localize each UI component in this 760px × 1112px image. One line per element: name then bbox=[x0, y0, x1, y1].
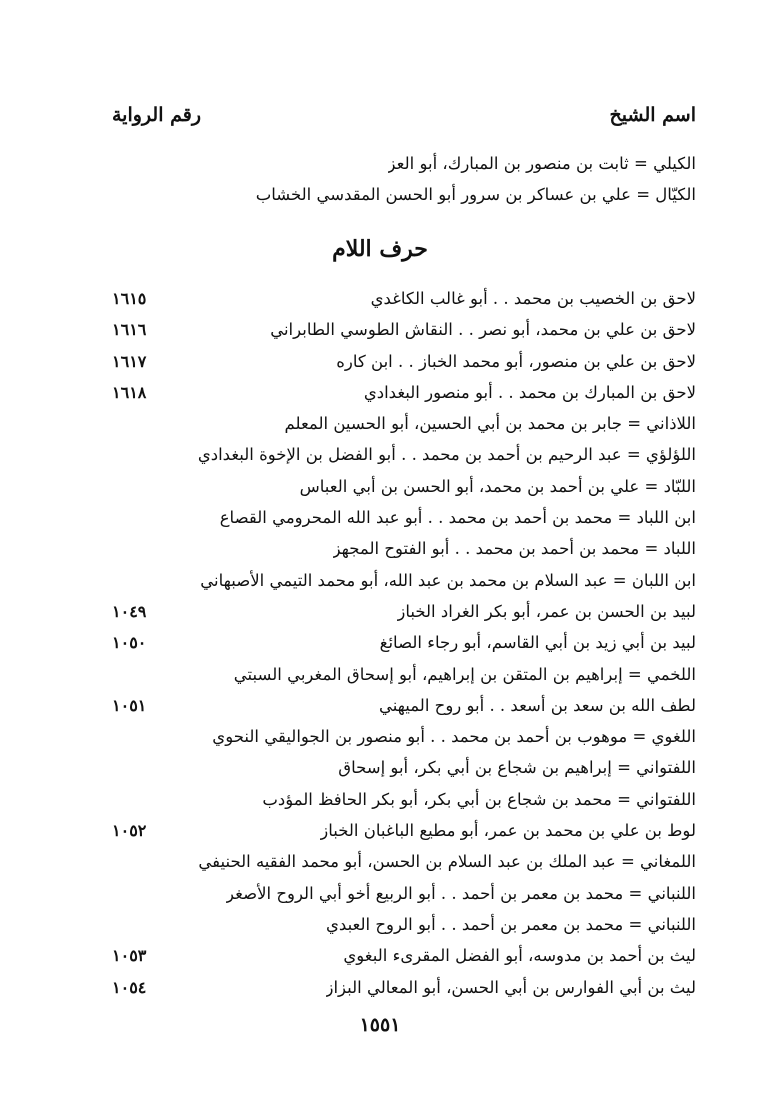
narration-number-column-label: رقم الرواية bbox=[112, 104, 201, 126]
list-item bbox=[112, 283, 696, 314]
list-item bbox=[112, 878, 696, 909]
entry-number: ١٠٤٩ bbox=[112, 601, 147, 621]
list-item bbox=[112, 659, 696, 690]
list-item bbox=[112, 909, 696, 940]
entry-name: ابن اللباد = محمد بن أحمد بن محمد . . أبو عبد الله المحرومي القصاع bbox=[219, 508, 696, 528]
entry-name: اللغوي = موهوب بن أحمد بن محمد . . أبو منصور بن الجواليقي النحوي bbox=[212, 727, 696, 747]
entry-name: لبيد بن أبي زيد بن أبي القاسم، أبو رجاء الصائغ bbox=[379, 633, 696, 653]
entry-number: ١٠٥٢ bbox=[112, 821, 147, 841]
entry-name: اللؤلؤي = عبد الرحيم بن أحمد بن محمد . . أبو الفضل بن الإخوة البغدادي bbox=[197, 445, 696, 465]
list-item bbox=[112, 314, 696, 345]
entry-name: اللباد = محمد بن أحمد بن محمد . . أبو الفتوح المجهز bbox=[332, 539, 696, 559]
entry-list bbox=[112, 283, 696, 1003]
entry-name: لوط بن علي بن محمد بن عمر، أبو مطيع الباغبان الخباز bbox=[320, 821, 696, 841]
entry-name: اللفتواني = محمد بن شجاع بن أبي بكر، أبو بكر الحافظ المؤدب bbox=[262, 789, 696, 809]
entry-name: اللبّاد = علي بن أحمد بن محمد، أبو الحسن بن أبي العباس bbox=[299, 476, 696, 496]
entry-number: ١٦١٨ bbox=[112, 382, 147, 402]
entry-name: اللنباني = محمد بن معمر بن أحمد . . أبو الربيع أخو أبي الروح الأصغر bbox=[226, 883, 696, 903]
entry-name: اللفتواني = إبراهيم بن شجاع بن أبي بكر، أبو إسحاق bbox=[338, 758, 696, 778]
list-item bbox=[112, 179, 696, 210]
entry-number: ١٠٥١ bbox=[112, 695, 147, 715]
list-item bbox=[112, 471, 696, 502]
page-number: ١٥٥١ bbox=[359, 1014, 401, 1036]
list-item bbox=[112, 565, 696, 596]
entry-number: ١٦١٥ bbox=[112, 289, 147, 308]
list-item bbox=[112, 502, 696, 533]
list-item bbox=[112, 439, 696, 470]
entry-name: الكيّال = علي بن عساكر بن سرور أبو الحسن المقدسي الخشاب bbox=[255, 185, 696, 205]
list-item bbox=[112, 752, 696, 783]
entry-name: ليث بن أبي الفوارس بن أبي الحسن، أبو المعالي البزاز bbox=[325, 977, 696, 997]
entry-number: ١٠٥٤ bbox=[112, 977, 147, 997]
list-item bbox=[112, 815, 696, 846]
column-header bbox=[112, 100, 696, 130]
entry-number: ١٠٥٣ bbox=[112, 946, 147, 966]
list-item bbox=[112, 596, 696, 627]
entry-name: لاحق بن علي بن محمد، أبو نصر . . النقاش الطوسي الطابراني bbox=[270, 320, 696, 340]
preceding-entries bbox=[112, 148, 696, 211]
entry-name: لطف الله بن سعد بن أسعد . . أبو روح الميهني bbox=[378, 695, 696, 715]
entry-name: الكيلي = ثابت بن منصور بن المبارك، أبو العز bbox=[387, 154, 696, 173]
list-item bbox=[112, 533, 696, 564]
entry-number: ١٠٥٠ bbox=[112, 633, 147, 653]
entry-name: اللاذاني = جابر بن محمد بن أبي الحسين، أبو الحسين المعلم bbox=[284, 414, 696, 434]
sheikh-name-column-label: اسم الشيخ bbox=[609, 104, 696, 126]
list-item bbox=[112, 690, 696, 721]
list-item bbox=[112, 408, 696, 439]
entry-number: ١٦١٦ bbox=[112, 320, 147, 340]
list-item bbox=[112, 940, 696, 971]
list-item bbox=[112, 627, 696, 658]
list-item bbox=[112, 972, 696, 1003]
entry-name: اللنباني = محمد بن معمر بن أحمد . . أبو الروح العبدي bbox=[326, 914, 696, 934]
list-item bbox=[112, 148, 696, 179]
list-item bbox=[112, 846, 696, 877]
entry-number: ١٦١٧ bbox=[112, 351, 147, 371]
section-title: حرف اللام bbox=[332, 236, 428, 262]
entry-name: اللمغاني = عبد الملك بن عبد السلام بن الحسن، أبو محمد الفقيه الحنيفي bbox=[198, 852, 696, 872]
entry-name: لاحق بن الخصيب بن محمد . . أبو غالب الكاغدي bbox=[370, 289, 696, 308]
list-item bbox=[112, 346, 696, 377]
list-item bbox=[112, 377, 696, 408]
entry-name: ابن اللبان = عبد السلام بن محمد بن عبد الله، أبو محمد التيمي الأصبهاني bbox=[200, 570, 696, 590]
entry-name: لاحق بن المبارك بن محمد . . أبو منصور البغدادي bbox=[363, 382, 696, 402]
entry-name: لاحق بن علي بن منصور، أبو محمد الخباز . . ابن كاره bbox=[336, 351, 696, 371]
list-item bbox=[112, 784, 696, 815]
entry-name: لبيد بن الحسن بن عمر، أبو بكر الغراد الخباز bbox=[397, 601, 696, 621]
entry-name: ليث بن أحمد بن مدوسه، أبو الفضل المقرىء البغوي bbox=[343, 946, 696, 966]
list-item bbox=[112, 721, 696, 752]
entry-name: اللخمي = إبراهيم بن المتقن بن إبراهيم، أبو إسحاق المغربي السبتي bbox=[233, 664, 696, 684]
